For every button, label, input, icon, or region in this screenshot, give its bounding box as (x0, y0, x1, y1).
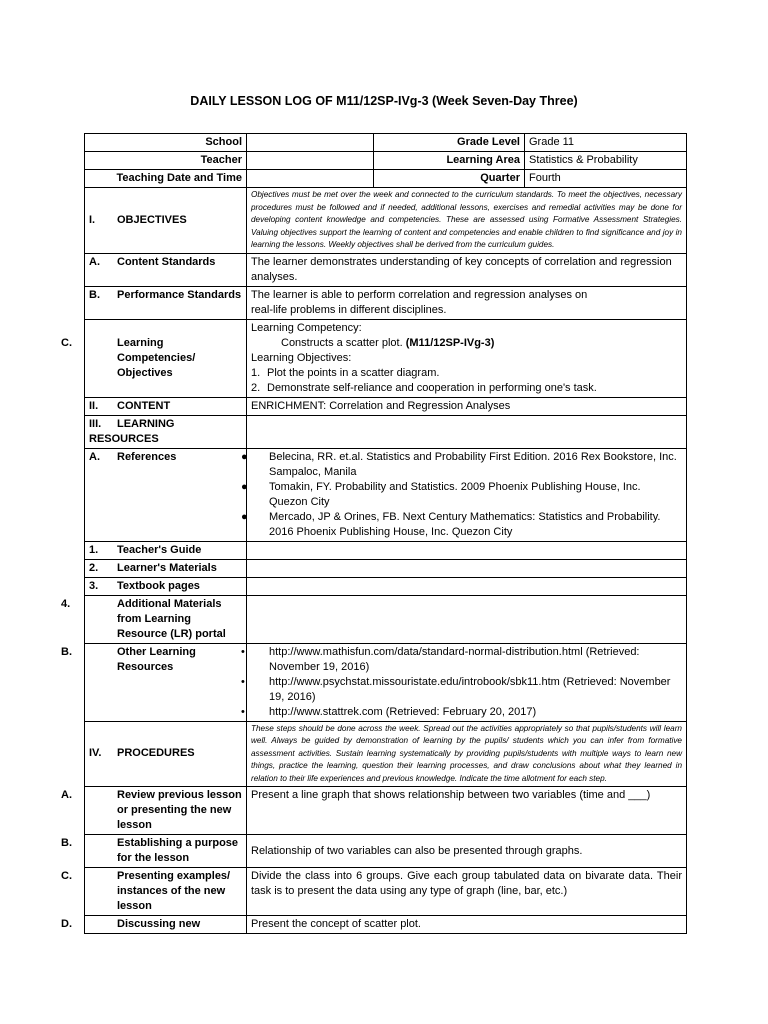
step-text: Present a line graph that shows relationship between two variables (time and ___) (247, 787, 687, 835)
objectives-note: Objectives must be met over the week and connected to the curriculum standards. To meet the objectives, necessary procedures must be followed and if needed, additional lessons, exercises and remedial activities may be done for developing content knowledge and competencies. These are assessed using Formative Assessment Strategies. Valuing objectives support the learning of content and competencies and enable children to find significance and joy in learning the lessons. Weekly objectives shall be derived from the curriculum guides. (247, 188, 687, 254)
resource-link[interactable]: • http://www.mathisfun.com/data/standard-normal-distribution.html (Retrieved: November 19, 2016) (241, 645, 640, 673)
learning-area-label: Learning Area (374, 152, 525, 170)
content-standards-label: A. Content Standards (85, 253, 247, 286)
step-text: Divide the class into 6 groups. Give each group tabulated data on bivarate data. Their task is to present the data using any type of graph (line, bar, etc.) (247, 868, 687, 916)
bullet-icon: • (241, 645, 245, 658)
competency-code: (M11/12SP-IVg-3) (405, 336, 495, 349)
resource-link[interactable]: • http://www.stattrek.com (Retrieved: February 20, 2017) (241, 705, 537, 718)
competency-statement: Constructs a scatter plot. (M11/12SP-IVg-3) (281, 336, 495, 349)
objectives-row (85, 188, 687, 254)
learning-resources-value (247, 415, 687, 448)
textbook-pages-label: 3. Textbook pages (85, 577, 247, 595)
objective-item: 2. Demonstrate self-reliance and cooperation in performing one's task. (251, 381, 597, 394)
procedures-note: These steps should be done across the week. Spread out the activities appropriately so that pupils/students will learn well. Always be guided by demonstration of learning by the pupils/ students which you can infer from formative assessment activities. Sustain learning systematically by providing pupils/students with multiple ways to learn new things, practice the learning, question their learning processes, and draw conclusions about what they learned in relation to their life experiences and previous knowledge. Indicate the time allotment for each step. (247, 721, 687, 787)
learning-resources-label: III. LEARNING RESOURCES (85, 415, 247, 448)
content-standards-text: The learner demonstrates understanding of key concepts of correlation and regression analyses. (247, 253, 687, 286)
school-label: School (85, 134, 247, 152)
additional-materials-value (247, 595, 687, 643)
reference-item: ● Mercado, JP & Orines, FB. Next Century Mathematics: Statistics and Probability. 2016 Phoenix Publishing House, Inc. Quezon City (241, 510, 661, 538)
references-label: A. References (85, 448, 247, 541)
references-row (85, 448, 687, 541)
sub-resource-row (85, 595, 687, 643)
objectives-label: I. OBJECTIVES (85, 188, 247, 254)
competencies-label: C. Learning Competencies/ Objectives (85, 319, 247, 397)
reference-item: ● Belecina, RR. et.al. Statistics and Probability First Edition. 2016 Rex Bookstore, Inc. Sampaloc, Manila (241, 450, 677, 478)
procedures-row (85, 721, 687, 787)
grade-level-value: Grade 11 (525, 134, 687, 152)
page-title: DAILY LESSON LOG OF M11/12SP-IVg-3 (Week Seven-Day Three) (190, 94, 578, 108)
date-value[interactable] (247, 170, 374, 188)
reference-item: ● Tomakin, FY. Probability and Statistics. 2009 Phoenix Publishing House, Inc. Quezon City (241, 480, 641, 508)
sub-resource-row (85, 559, 687, 577)
bullet-icon: ● (241, 510, 248, 523)
other-resources-list (241, 643, 687, 721)
bullet-icon: • (241, 675, 245, 688)
references-list (241, 448, 687, 541)
content-row (85, 397, 687, 415)
quarter-value: Fourth (525, 170, 687, 188)
additional-materials-label: 4. Additional Materials from Learning Resource (LR) portal (85, 595, 247, 643)
learners-materials-value (247, 559, 687, 577)
sub-resource-row (85, 541, 687, 559)
step-label: C. Presenting examples/ instances of the new lesson (85, 868, 247, 916)
procedure-step-row (85, 787, 687, 835)
step-text: Relationship of two variables can also be presented through graphs. (247, 835, 687, 868)
performance-standards-text: The learner is able to perform correlation and regression analyses on real-life problems in different disciplines. (247, 286, 687, 319)
content-standards-row (85, 253, 687, 286)
competency-heading: Learning Competency: (251, 321, 362, 334)
performance-standards-row (85, 286, 687, 319)
header-row-school (85, 134, 687, 152)
resource-link[interactable]: • http://www.psychstat.missouristate.edu/introbook/sbk11.htm (Retrieved: November 19, 2016) (241, 675, 671, 703)
learning-area-value: Statistics & Probability (525, 152, 687, 170)
other-resources-label: B. Other Learning Resources (85, 643, 247, 721)
lesson-log-table (61, 133, 687, 934)
procedure-step-row (85, 868, 687, 916)
school-value[interactable] (247, 134, 374, 152)
step-label: B. Establishing a purpose for the lesson (85, 835, 247, 868)
teachers-guide-value (247, 541, 687, 559)
sub-resource-row (85, 577, 687, 595)
step-text: Present the concept of scatter plot. (247, 916, 687, 934)
step-label: A. Review previous lesson or presenting the new lesson (85, 787, 247, 835)
procedure-step-row (85, 916, 687, 934)
other-resources-row (85, 643, 687, 721)
teacher-label: Teacher (85, 152, 247, 170)
bullet-icon: • (241, 705, 245, 718)
teachers-guide-label: 1. Teacher's Guide (85, 541, 247, 559)
bullet-icon: ● (241, 450, 248, 463)
quarter-label: Quarter (374, 170, 525, 188)
header-row-date (85, 170, 687, 188)
learning-resources-row (85, 415, 687, 448)
teacher-value[interactable] (247, 152, 374, 170)
date-label: Teaching Date and Time (85, 170, 247, 188)
objectives-heading: Learning Objectives: (251, 351, 352, 364)
content-text: ENRICHMENT: Correlation and Regression Analyses (247, 397, 687, 415)
objective-item: 1. Plot the points in a scatter diagram. (251, 366, 440, 379)
performance-standards-label: B. Performance Standards (85, 286, 247, 319)
competencies-text (247, 319, 687, 397)
header-row-teacher (85, 152, 687, 170)
competencies-row (85, 319, 687, 397)
procedure-step-row (85, 835, 687, 868)
procedures-label: IV. PROCEDURES (85, 721, 247, 787)
learners-materials-label: 2. Learner's Materials (85, 559, 247, 577)
textbook-pages-value (247, 577, 687, 595)
grade-level-label: Grade Level (374, 134, 525, 152)
content-label: II. CONTENT (85, 397, 247, 415)
step-label: D. Discussing new (85, 916, 247, 934)
bullet-icon: ● (241, 480, 248, 493)
